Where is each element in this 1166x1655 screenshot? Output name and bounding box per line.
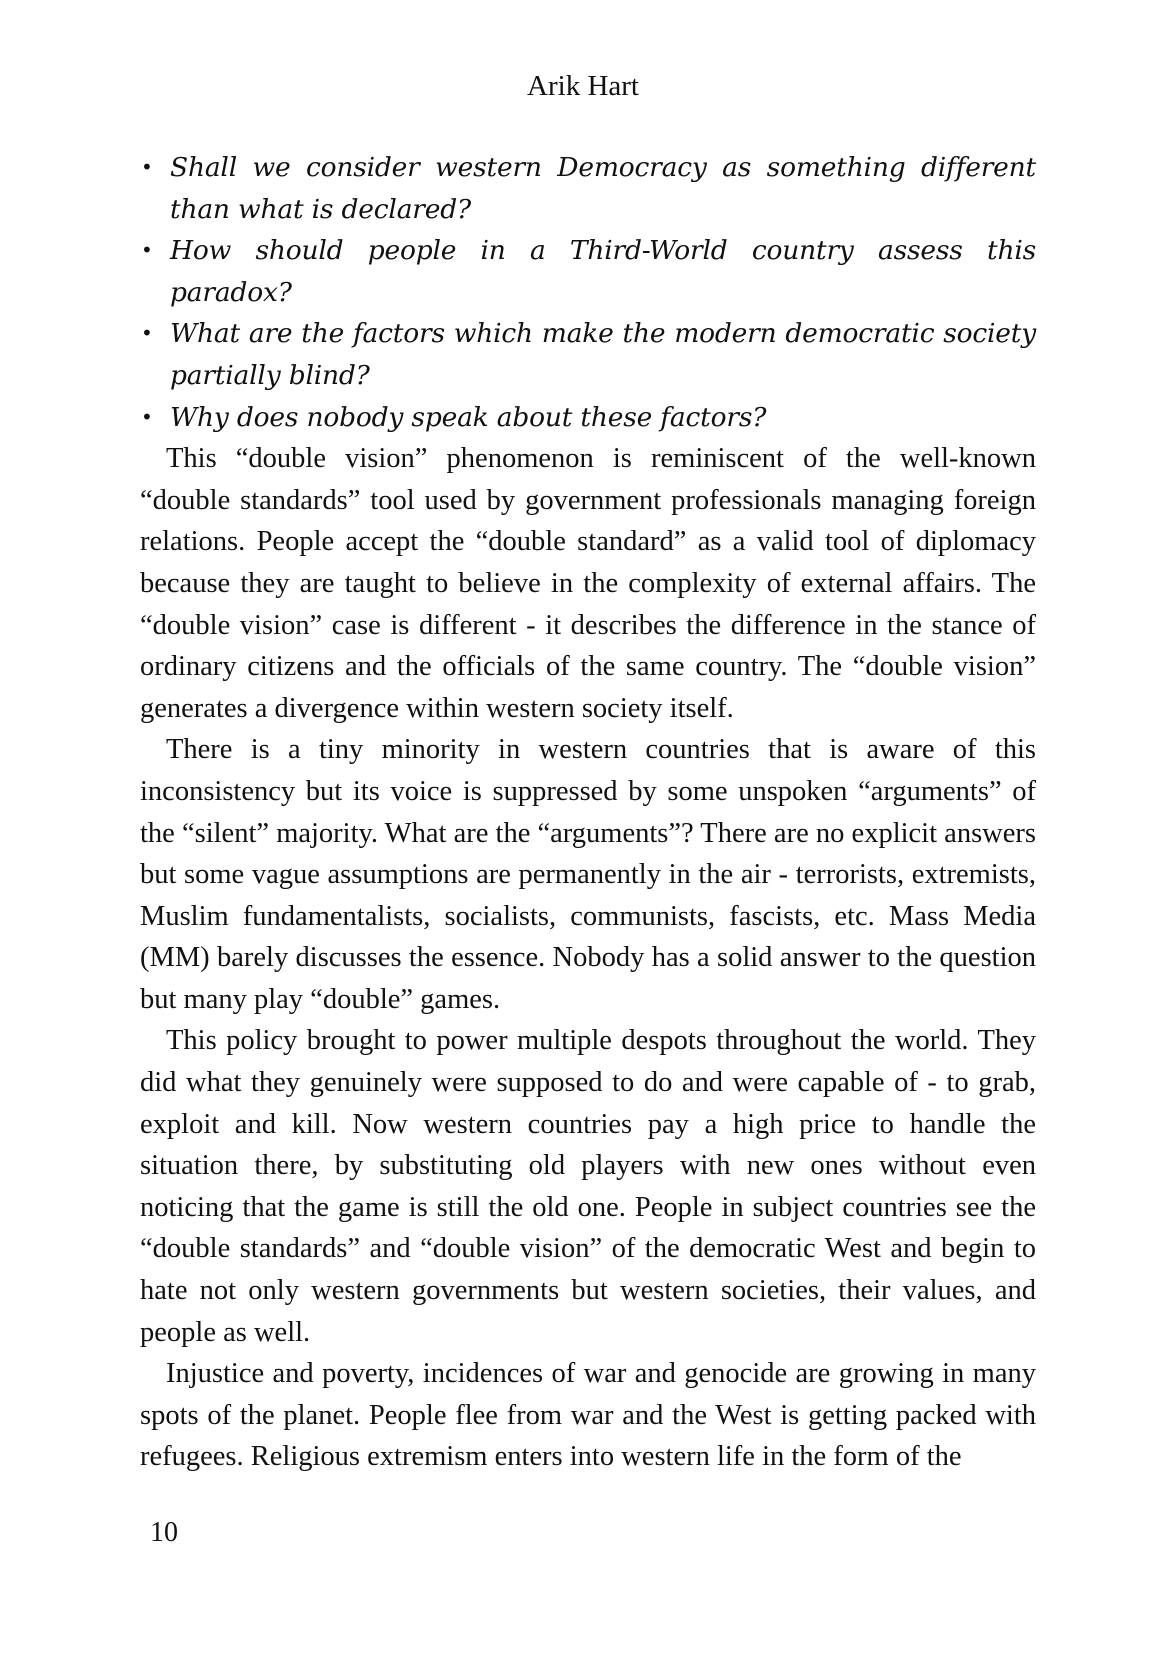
question-item — [140, 230, 1036, 313]
paragraph: This policy brought to power multiple despots throughout the world. They did what they genuinely were supposed to do and were capable of - to grab, exploit and kill. Now western countries pay a high price to handle the situation there, by substituting old players with new ones without even noticing that the game is still the old one. People in subject countries see the “double standards” and “double vision” of the democratic West and begin to hate not only western governments but western societies, their values, and people as well. — [140, 1025, 1036, 1348]
paragraph: Injustice and poverty, incidences of war and genocide are growing in many spots of the planet. People flee from war and the West is getting packed with refugees. Religious extremism enters into western life in the form of the — [140, 1358, 1036, 1473]
page-number: 10 — [150, 1517, 178, 1548]
bullet-icon: • — [141, 155, 153, 179]
question-item — [140, 147, 1036, 230]
question-text: How should people in a Third-World country assess this paradox? — [170, 235, 1036, 308]
question-text: Why does nobody speak about these factors? — [170, 401, 767, 433]
body-text — [140, 147, 1036, 1478]
running-header: Arik Hart — [527, 70, 639, 102]
bullet-icon: • — [141, 404, 153, 429]
bullet-icon: • — [141, 321, 153, 346]
bullet-icon: • — [141, 238, 153, 263]
paragraph: There is a tiny minority in western countries that is aware of this inconsistency but its voice is suppressed by some unspoken “arguments” of the “silent” majority. What are the “arguments”? There are no explicit answers but some vague assumptions are permanently in the air - terrorists, extremists, Muslim fundamentalists, socialists, communists, fascists, etc. Mass Media (MM) barely discusses the essence. Nobody has a solid answer to the question but many play “double” games. — [140, 734, 1036, 1015]
question-text: What are the factors which make the modern democratic society partially blind? — [170, 318, 1036, 391]
question-item — [140, 313, 1036, 396]
paragraph: This “double vision” phenomenon is reminiscent of the well-known “double standards” tool used by government professionals managing foreign relations. People accept the “double standard” as a valid tool of diplomacy because they are taught to believe in the complexity of external affairs. The “double vision” case is different - it describes the difference in the stance of ordinary citizens and the officials of the same country. The “double vision” generates a divergence within western society itself. — [140, 443, 1036, 724]
question-text: Shall we consider western Democracy as something different than what is declared? — [170, 152, 1036, 225]
question-list — [140, 147, 1036, 438]
question-item — [140, 397, 1036, 439]
